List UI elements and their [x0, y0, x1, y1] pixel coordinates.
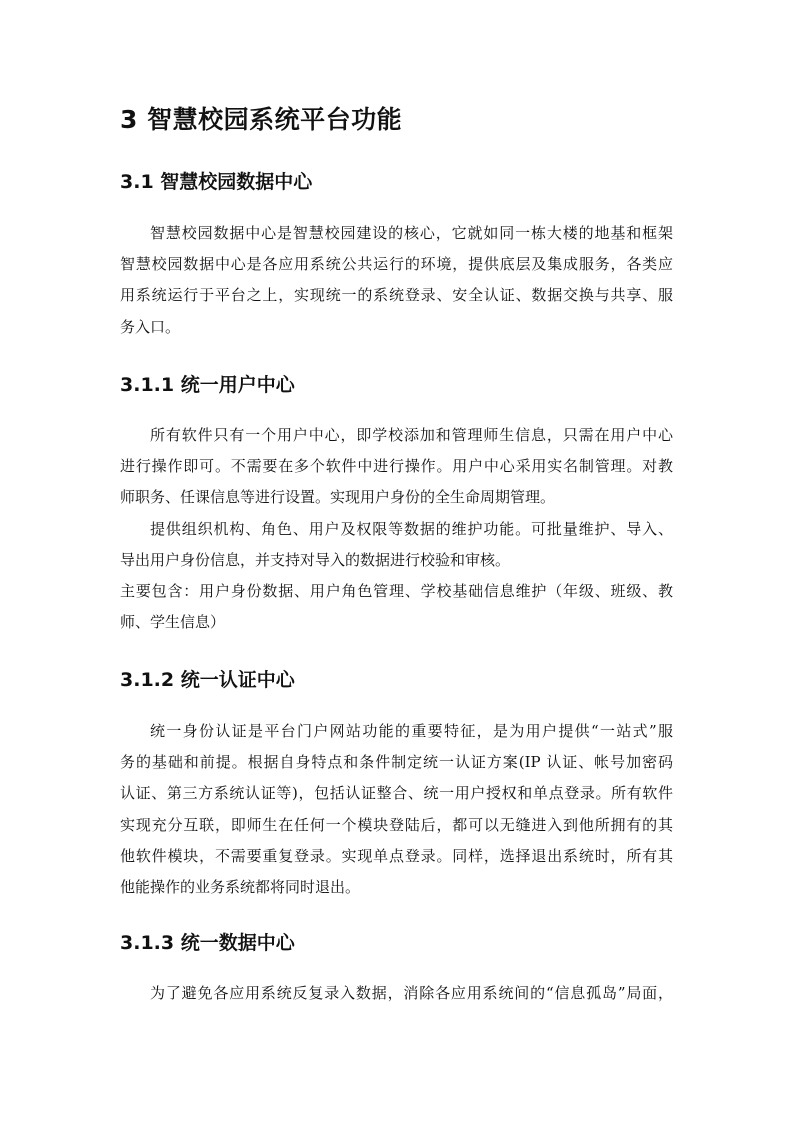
text-line: 智慧校园数据中心是各应用系统公共运行的环境，提供底层及集成服务，各类应 — [120, 255, 673, 274]
text-line: 务入口。 — [120, 317, 181, 336]
text-line: 实现充分互联，即师生在任何一个模块登陆后，都可以无缝进入到他所拥有的其 — [120, 815, 673, 834]
text-line: 为了避免各应用系统反复录入数据，消除各应用系统间的“信息孤岛”局面， — [150, 984, 673, 1002]
paragraph-3-1-1-b — [120, 514, 673, 576]
text-line: 他能操作的业务系统都将同时退出。 — [120, 877, 361, 896]
text-line: 认证、第三方系统认证等)，包括认证整合、统一用户授权和单点登录。所有软件 — [120, 784, 673, 803]
text-line: 进行操作即可。不需要在多个软件中进行操作。用户中心采用实名制管理。对教 — [120, 457, 673, 476]
paragraph-3-1 — [120, 218, 673, 343]
heading-3-1: 3.1 智慧校园数据中心 — [120, 171, 313, 193]
text-line: 智慧校园数据中心是智慧校园建设的核心，它就如同一栋大楼的地基和框架 — [150, 224, 673, 242]
text-line: 师、学生信息） — [120, 613, 226, 632]
heading-3-1-3: 3.1.3 统一数据中心 — [120, 932, 295, 954]
heading-3-1-2: 3.1.2 统一认证中心 — [120, 669, 295, 691]
paragraph-3-1-3 — [120, 978, 673, 1009]
text-line: 主要包含：用户身份数据、用户角色管理、学校基础信息维护（年级、班级、教 — [120, 582, 673, 600]
page-title: 3 智慧校园系统平台功能 — [120, 105, 403, 134]
text-line: 用系统运行于平台之上，实现统一的系统登录、安全认证、数据交换与共享、服 — [120, 286, 673, 305]
paragraph-3-1-2 — [120, 716, 673, 903]
paragraph-3-1-1-a — [120, 420, 673, 514]
text-line: 导出用户身份信息，并支持对导入的数据进行校验和审核。 — [120, 551, 511, 570]
heading-3-1-1: 3.1.1 统一用户中心 — [120, 374, 295, 396]
text-line: 统一身份认证是平台门户网站功能的重要特征，是为用户提供“一站式”服 — [150, 722, 673, 740]
text-line: 所有软件只有一个用户中心，即学校添加和管理师生信息，只需在用户中心 — [150, 426, 673, 444]
paragraph-3-1-1-c — [120, 576, 673, 638]
text-line: 他软件模块，不需要重复登录。实现单点登录。同样，选择退出系统时，所有其 — [120, 846, 673, 865]
text-line: 提供组织机构、角色、用户及权限等数据的维护功能。可批量维护、导入、 — [150, 520, 673, 538]
text-line: 师职务、任课信息等进行设置。实现用户身份的全生命周期管理。 — [120, 488, 556, 507]
text-line: 务的基础和前提。根据自身特点和条件制定统一认证方案(IP 认证、帐号加密码 — [120, 753, 673, 772]
